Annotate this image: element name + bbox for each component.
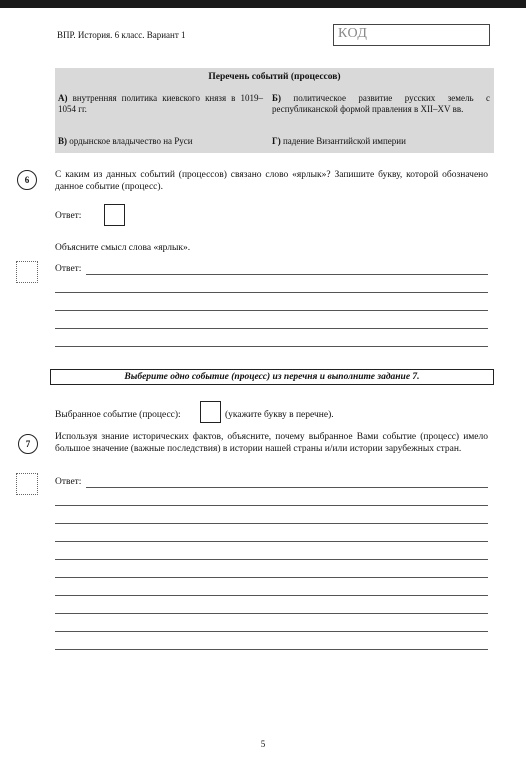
- task-7-score-box: [16, 473, 38, 495]
- task-6-answer-label: Ответ:: [55, 211, 82, 221]
- event-b: [272, 93, 490, 115]
- answer-line[interactable]: [55, 328, 488, 329]
- answer-line[interactable]: [55, 505, 488, 506]
- answer-line[interactable]: [55, 595, 488, 596]
- task-6-question: С каким из данных событий (процессов) связано слово «ярлык»? Запишите букву, которой обозначено данное событие (процесс).: [55, 170, 488, 192]
- task-6-answer-label-2: Ответ:: [55, 264, 82, 274]
- event-d-letter: Г): [272, 136, 281, 146]
- task-6-explain-prompt: Объясните смысл слова «ярлык».: [55, 243, 191, 253]
- event-a-text: внутренняя политика киевского князя в 1019–1054 гг.: [58, 93, 263, 114]
- event-c: [58, 136, 263, 147]
- answer-line[interactable]: [55, 346, 488, 347]
- task-7-number: 7: [18, 434, 38, 454]
- event-d: [272, 136, 490, 147]
- answer-line[interactable]: [86, 274, 488, 275]
- event-c-letter: В): [58, 136, 67, 146]
- page-header: ВПР. История. 6 класс. Вариант 1: [57, 30, 186, 40]
- task-7-chosen-event-box[interactable]: [200, 401, 221, 423]
- events-title: Перечень событий (процессов): [208, 72, 341, 82]
- event-a: [58, 93, 263, 115]
- code-field[interactable]: КОД: [333, 24, 490, 46]
- task-7-chosen-label: Выбранное событие (процесс):: [55, 410, 181, 420]
- task-7-answer-label: Ответ:: [55, 477, 82, 487]
- task-7-question: Используя знание исторических фактов, объясните, почему выбранное Вами событие (процесс) имело большое значение (важные последствия) в истории нашей страны и/или истории зарубежных стран.: [55, 432, 488, 454]
- event-b-letter: Б): [272, 93, 281, 103]
- answer-line[interactable]: [55, 631, 488, 632]
- answer-line[interactable]: [55, 541, 488, 542]
- top-border: [0, 0, 526, 8]
- answer-line[interactable]: [55, 523, 488, 524]
- task-7-chosen-hint: (укажите букву в перечне).: [225, 410, 334, 420]
- answer-line[interactable]: [55, 292, 488, 293]
- answer-line[interactable]: [55, 559, 488, 560]
- answer-line[interactable]: [86, 487, 488, 488]
- answer-line[interactable]: [55, 577, 488, 578]
- task-7-instruction: Выберите одно событие (процесс) из перечня и выполните задание 7.: [50, 369, 494, 385]
- answer-line[interactable]: [55, 613, 488, 614]
- task-6-number: 6: [17, 170, 37, 190]
- task-6-score-box: [16, 261, 38, 283]
- event-a-letter: А): [58, 93, 68, 103]
- task-6-letter-answer-box[interactable]: [104, 204, 125, 226]
- events-list: [55, 68, 494, 153]
- event-c-text: ордынское владычество на Руси: [69, 136, 193, 146]
- answer-line[interactable]: [55, 310, 488, 311]
- answer-line[interactable]: [55, 649, 488, 650]
- event-b-text: политическое развитие русских земель с республиканской формой правления в XII–XV вв.: [272, 93, 491, 114]
- page-number: 5: [260, 739, 266, 749]
- event-d-text: падение Византийской империи: [282, 136, 406, 146]
